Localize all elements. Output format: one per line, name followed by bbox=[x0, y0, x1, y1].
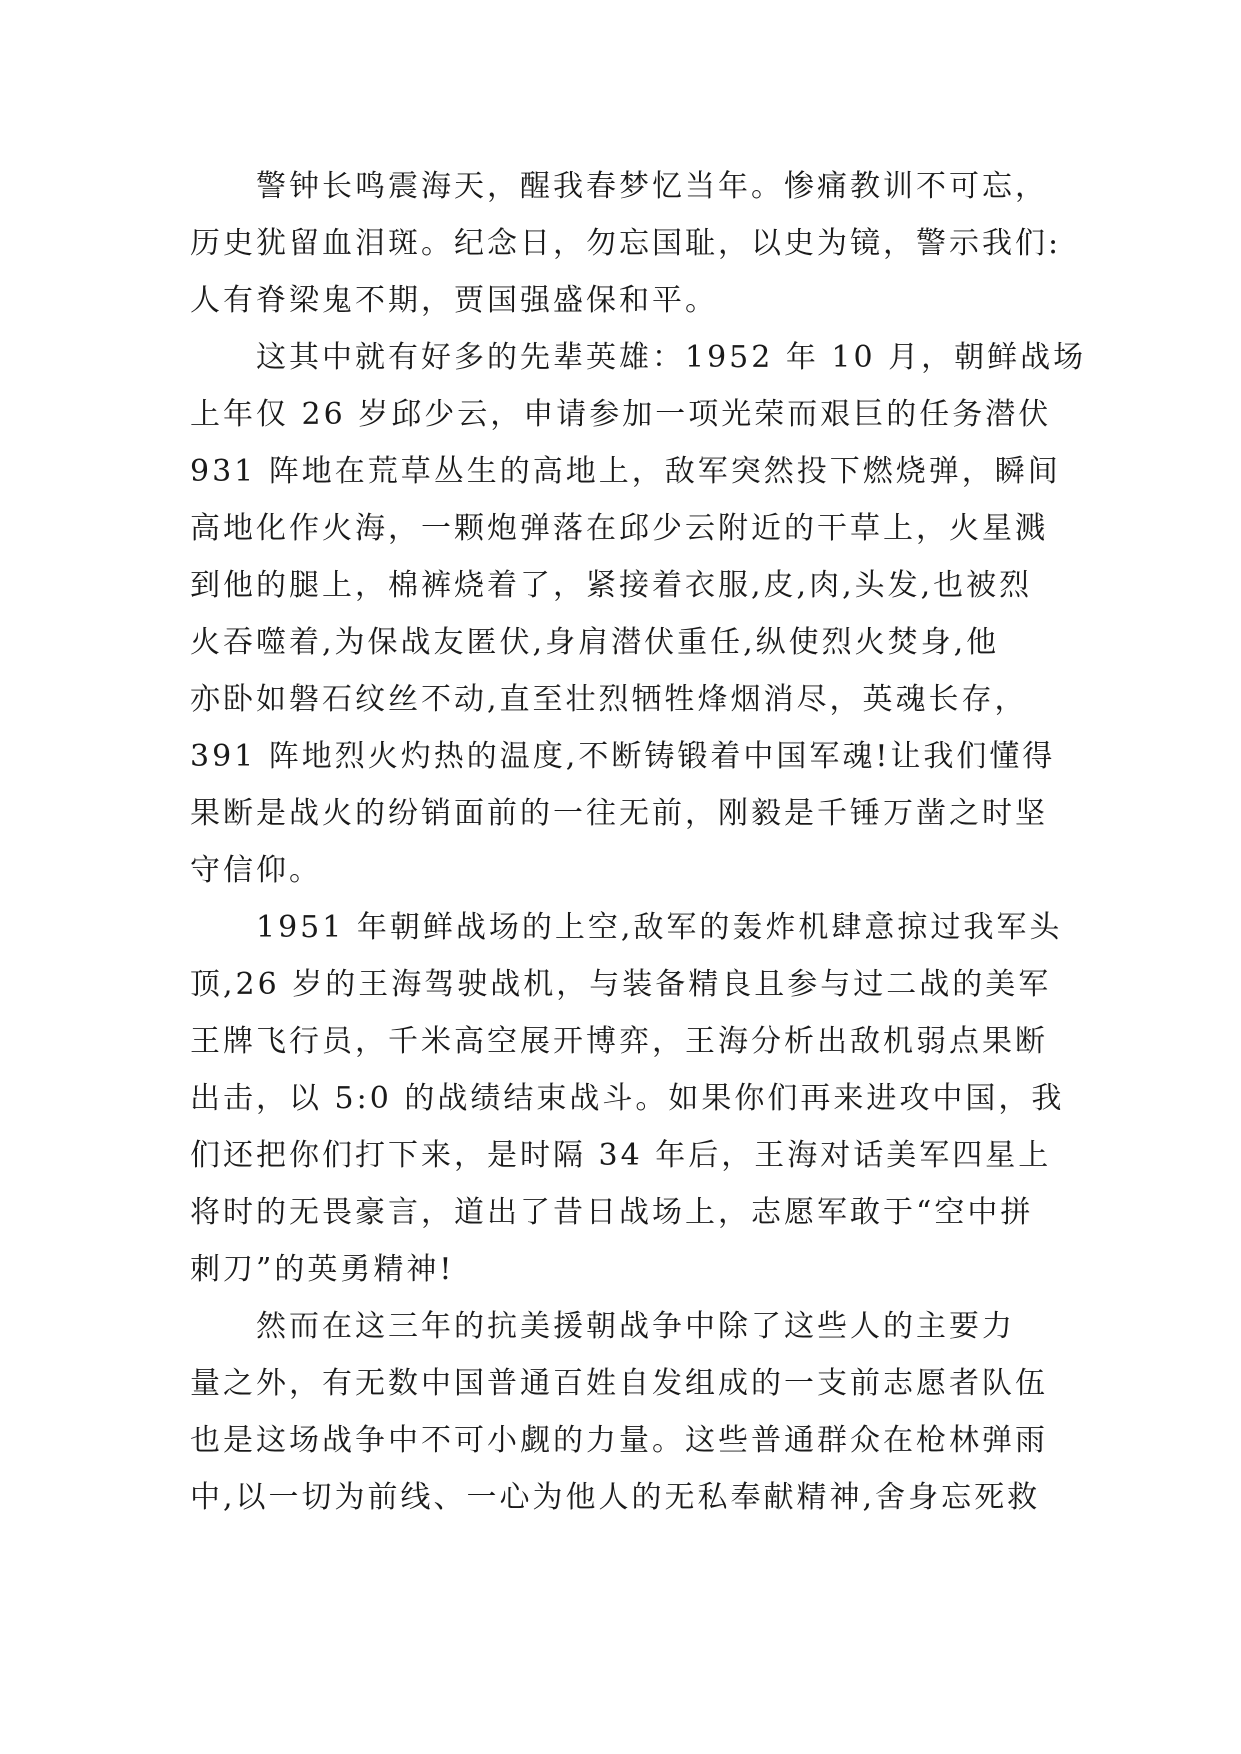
text-line: 上年仅 26 岁邱少云，申请参加一项光荣而艰巨的任务潜伏 bbox=[190, 397, 1052, 432]
text-line: 刺刀”的英勇精神! bbox=[190, 1252, 455, 1287]
text-line: 人有脊梁鬼不期，贾国强盛保和平。 bbox=[190, 283, 718, 318]
text-line: 也是这场战争中不可小觑的力量。这些普通群众在枪林弹雨 bbox=[190, 1423, 1048, 1458]
text-line: 1951 年朝鲜战场的上空,敌军的轰炸机肆意掠过我军头 bbox=[190, 910, 1063, 945]
text-line: 然而在这三年的抗美援朝战争中除了这些人的主要力 bbox=[190, 1309, 1015, 1344]
text-line: 中,以一切为前线、一心为他人的无私奉献精神,舍身忘死救 bbox=[190, 1480, 1041, 1515]
paragraph-3 bbox=[190, 899, 1065, 1298]
text-line: 守信仰。 bbox=[190, 853, 322, 888]
text-line: 警钟长鸣震海天，醒我春梦忆当年。惨痛教训不可忘， bbox=[190, 169, 1048, 204]
text-line: 王牌飞行员，千米高空展开博弈，王海分析出敌机弱点果断 bbox=[190, 1024, 1048, 1059]
paragraph-1 bbox=[190, 158, 1062, 329]
text-line: 高地化作火海，一颗炮弹落在邱少云附近的干草上，火星溅 bbox=[190, 511, 1048, 546]
paragraph-2 bbox=[190, 329, 1087, 899]
document-body bbox=[190, 158, 1087, 1526]
text-line: 历史犹留血泪斑。纪念日，勿忘国耻，以史为镜，警示我们: bbox=[190, 226, 1062, 261]
text-line: 这其中就有好多的先辈英雄：1952 年 10 月，朝鲜战场 bbox=[190, 340, 1087, 375]
text-line: 将时的无畏豪言，道出了昔日战场上，志愿军敢于“空中拼 bbox=[190, 1195, 1034, 1230]
text-line: 出击，以 5:0 的战绩结束战斗。如果你们再来进攻中国，我 bbox=[190, 1081, 1065, 1116]
text-line: 们还把你们打下来，是时隔 34 年后，王海对话美军四星上 bbox=[190, 1138, 1052, 1173]
text-line: 火吞噬着,为保战友匿伏,身肩潜伏重任,纵使烈火焚身,他 bbox=[190, 625, 1000, 660]
text-line: 顶,26 岁的王海驾驶战机，与装备精良且参与过二战的美军 bbox=[190, 967, 1052, 1002]
text-line: 到他的腿上，棉裤烧着了，紧接着衣服,皮,肉,头发,也被烈 bbox=[190, 568, 1033, 603]
text-line: 亦卧如磐石纹丝不动,直至壮烈牺牲烽烟消尽，英魂长存， bbox=[190, 682, 1028, 717]
text-line: 391 阵地烈火灼热的温度,不断铸锻着中国军魂!让我们懂得 bbox=[190, 739, 1056, 774]
text-line: 931 阵地在荒草丛生的高地上，敌军突然投下燃烧弹，瞬间 bbox=[190, 454, 1061, 489]
paragraph-4 bbox=[190, 1298, 1052, 1526]
text-line: 果断是战火的纷销面前的一往无前，刚毅是千锤万凿之时坚 bbox=[190, 796, 1048, 831]
text-line: 量之外，有无数中国普通百姓自发组成的一支前志愿者队伍 bbox=[190, 1366, 1048, 1401]
